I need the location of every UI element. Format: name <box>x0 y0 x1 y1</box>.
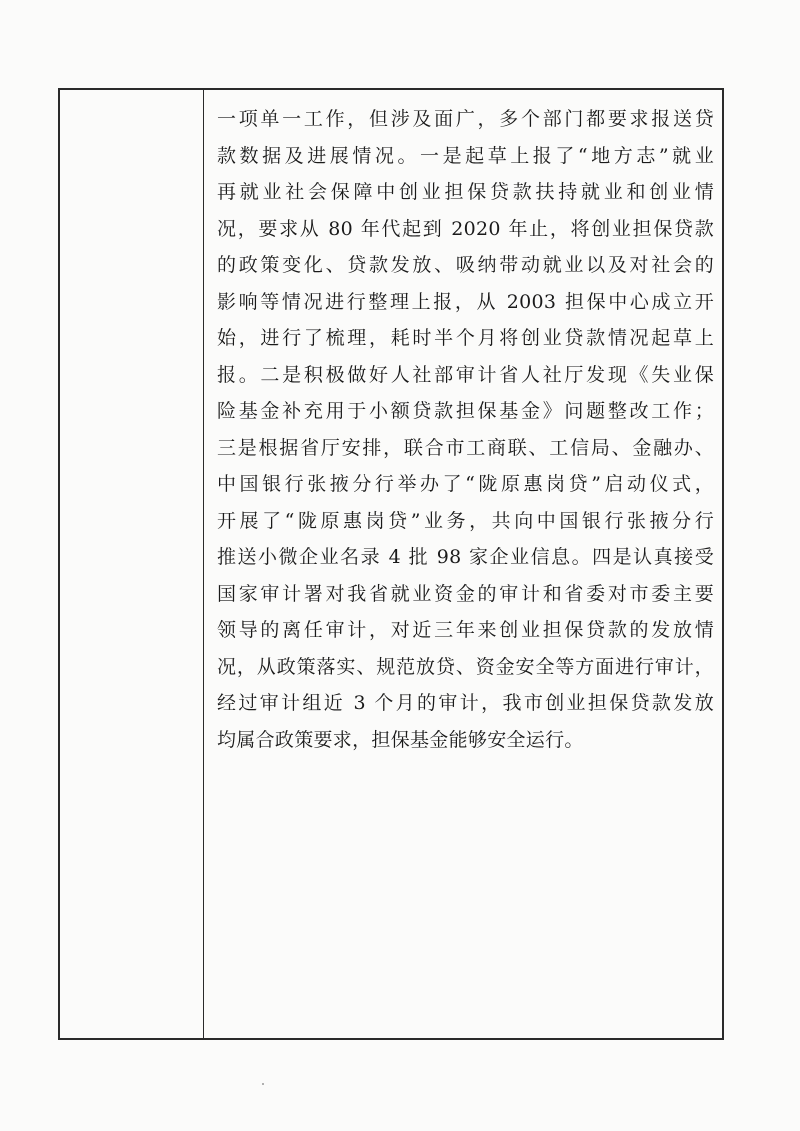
scan-speck <box>262 1083 264 1085</box>
text-line: 一项单一工作，但涉及面广，多个部门都要求报送贷 <box>217 108 714 130</box>
body-paragraph <box>217 101 714 758</box>
text-line: 况，从政策落实、规范放贷、资金安全等方面进行审计， <box>217 655 714 678</box>
text-line: 三是根据省厅安排，联合市工商联、工信局、金融办、 <box>217 436 714 459</box>
text-line: 的政策变化、贷款发放、吸纳带动就业以及对社会的 <box>217 254 714 276</box>
text-line: 始，进行了梳理，耗时半个月将创业贷款情况起草上 <box>217 327 714 349</box>
table-right-cell <box>204 90 722 1038</box>
document-table <box>58 88 724 1040</box>
text-line: 款数据及进展情况。一是起草上报了“地方志”就业 <box>217 144 714 167</box>
text-line: 险基金补充用于小额贷款担保基金》问题整改工作； <box>217 400 714 422</box>
text-line: 国家审计署对我省就业资金的审计和省委对市委主要 <box>217 582 714 605</box>
text-line: 推送小微企业名录 4 批 98 家企业信息。四是认真接受 <box>217 546 714 568</box>
text-line: 均属合政策要求，担保基金能够安全运行。 <box>217 728 584 751</box>
text-line: 影响等情况进行整理上报，从 2003 担保中心成立开 <box>217 290 714 313</box>
text-line: 领导的离任审计，对近三年来创业担保贷款的发放情 <box>217 619 714 641</box>
text-line: 况，要求从 80 年代起到 2020 年止，将创业担保贷款 <box>217 217 714 240</box>
text-line: 报。二是积极做好人社部审计省人社厅发现《失业保 <box>217 363 714 386</box>
text-line: 经过审计组近 3 个月的审计，我市创业担保贷款发放 <box>217 692 714 714</box>
table-left-cell <box>60 90 204 1038</box>
text-line: 再就业社会保障中创业担保贷款扶持就业和创业情 <box>217 181 714 203</box>
text-line: 中国银行张掖分行举办了“陇原惠岗贷”启动仪式， <box>217 473 714 495</box>
text-line: 开展了“陇原惠岗贷”业务，共向中国银行张掖分行 <box>217 509 714 532</box>
